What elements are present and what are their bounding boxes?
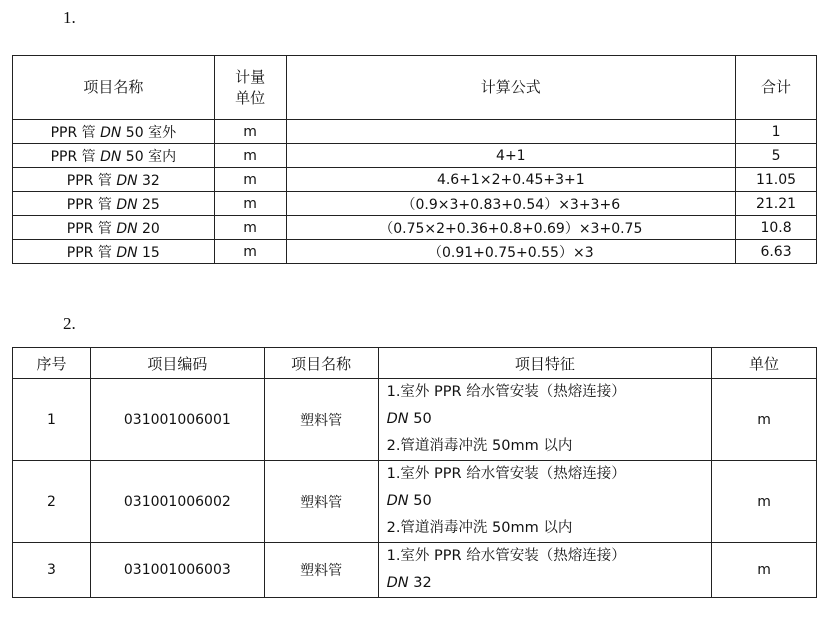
row-code: 031001006003 bbox=[90, 543, 264, 598]
header-unit: 单位 bbox=[712, 348, 817, 379]
row-seq: 1 bbox=[13, 379, 91, 461]
table-row bbox=[13, 192, 817, 216]
header-seq: 序号 bbox=[13, 348, 91, 379]
item-unit: m bbox=[214, 240, 286, 264]
item-total: 10.8 bbox=[736, 216, 817, 240]
row-unit: m bbox=[712, 461, 817, 543]
item-formula: 4.6+1×2+0.45+3+1 bbox=[286, 168, 736, 192]
item-unit: m bbox=[214, 120, 286, 144]
feature-line: 1.室外 PPR 给水管安装（热熔连接） bbox=[386, 548, 626, 564]
bill-of-quantities-table bbox=[12, 347, 817, 598]
row-seq: 3 bbox=[13, 543, 91, 598]
item-unit: m bbox=[214, 192, 286, 216]
item-name: PPR 管 DN 50 室内 bbox=[13, 144, 215, 168]
item-formula: 4+1 bbox=[286, 144, 736, 168]
item-total: 1 bbox=[736, 120, 817, 144]
pipe-quantity-table bbox=[12, 55, 817, 264]
item-unit: m bbox=[214, 144, 286, 168]
table-row bbox=[13, 168, 817, 192]
row-feature bbox=[378, 461, 712, 543]
header-item-name: 项目名称 bbox=[264, 348, 378, 379]
item-total: 11.05 bbox=[736, 168, 817, 192]
item-total: 5 bbox=[736, 144, 817, 168]
section-number-2: 2. bbox=[63, 314, 76, 333]
item-formula bbox=[286, 120, 736, 144]
item-name: PPR 管 DN 50 室外 bbox=[13, 120, 215, 144]
feature-line: 2.管道消毒冲洗 50mm 以内 bbox=[386, 438, 573, 454]
item-name: PPR 管 DN 15 bbox=[13, 240, 215, 264]
header-unit-line2: 单位 bbox=[235, 88, 266, 107]
item-name: PPR 管 DN 32 bbox=[13, 168, 215, 192]
row-code: 031001006002 bbox=[90, 461, 264, 543]
table-row bbox=[13, 144, 817, 168]
section-number-1: 1. bbox=[63, 8, 76, 27]
table-header-row bbox=[13, 348, 817, 379]
row-item-name: 塑料管 bbox=[264, 543, 378, 598]
row-feature bbox=[378, 543, 712, 598]
table-row bbox=[13, 120, 817, 144]
row-item-name: 塑料管 bbox=[264, 379, 378, 461]
header-unit-line1: 计量 bbox=[235, 67, 266, 86]
item-total: 21.21 bbox=[736, 192, 817, 216]
table-row bbox=[13, 543, 817, 598]
feature-dn-line: DN 50 bbox=[386, 411, 432, 427]
row-item-name: 塑料管 bbox=[264, 461, 378, 543]
header-unit bbox=[214, 56, 286, 120]
header-total: 合计 bbox=[736, 56, 817, 120]
table-row bbox=[13, 240, 817, 264]
header-feature: 项目特征 bbox=[378, 348, 712, 379]
item-formula: （0.9×3+0.83+0.54）×3+3+6 bbox=[286, 192, 736, 216]
item-unit: m bbox=[214, 216, 286, 240]
header-item-name: 项目名称 bbox=[13, 56, 215, 120]
table-row bbox=[13, 379, 817, 461]
feature-dn-line: DN 50 bbox=[386, 493, 432, 509]
table-header-row bbox=[13, 56, 817, 120]
table-row bbox=[13, 461, 817, 543]
feature-line: 1.室外 PPR 给水管安装（热熔连接） bbox=[386, 466, 626, 482]
item-name: PPR 管 DN 20 bbox=[13, 216, 215, 240]
row-unit: m bbox=[712, 379, 817, 461]
item-unit: m bbox=[214, 168, 286, 192]
row-unit: m bbox=[712, 543, 817, 598]
row-seq: 2 bbox=[13, 461, 91, 543]
item-formula: （0.91+0.75+0.55）×3 bbox=[286, 240, 736, 264]
header-code: 项目编码 bbox=[90, 348, 264, 379]
feature-line: 2.管道消毒冲洗 50mm 以内 bbox=[386, 520, 573, 536]
row-code: 031001006001 bbox=[90, 379, 264, 461]
table-row bbox=[13, 216, 817, 240]
row-feature bbox=[378, 379, 712, 461]
item-total: 6.63 bbox=[736, 240, 817, 264]
item-formula: （0.75×2+0.36+0.8+0.69）×3+0.75 bbox=[286, 216, 736, 240]
feature-dn-line: DN 32 bbox=[386, 575, 432, 591]
header-formula: 计算公式 bbox=[286, 56, 736, 120]
item-name: PPR 管 DN 25 bbox=[13, 192, 215, 216]
feature-line: 1.室外 PPR 给水管安装（热熔连接） bbox=[386, 384, 626, 400]
